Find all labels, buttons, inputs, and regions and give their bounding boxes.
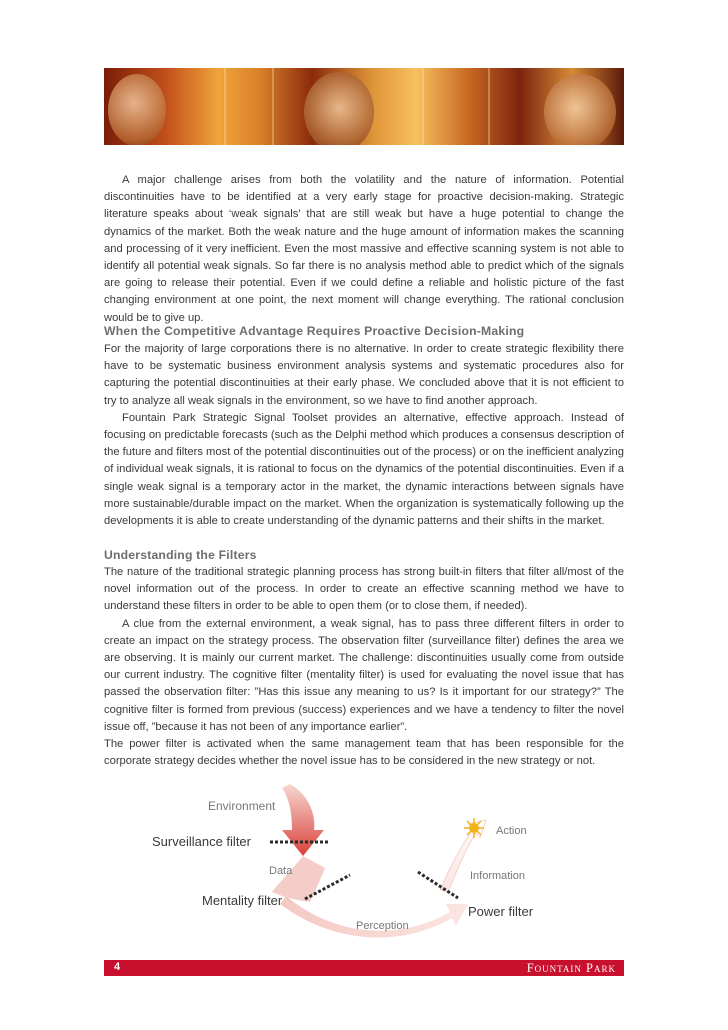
label-perception: Perception [356, 920, 409, 932]
action-star-icon [464, 818, 484, 838]
banner-stripe [488, 68, 490, 145]
page-number: 4 [114, 961, 121, 973]
brand-logo-text: Fountain Park [526, 961, 616, 975]
banner-stripe [422, 68, 424, 145]
label-environment: Environment [208, 799, 276, 813]
environment-arrow [282, 784, 324, 856]
label-surveillance-filter: Surveillance filter [152, 834, 251, 849]
intro-section [104, 172, 624, 327]
competitive-advantage-section [104, 341, 624, 530]
body-paragraph: Fountain Park Strategic Signal Toolset provides an alternative, effective approach. Instead of focusing on predictable forecasts (such as the Delphi method which produces a consensus description of the future and filters most of the potential discontinuities out of the process) or on the inefficient analyzing of individual weak signals, it is rational to focus on the dynamics of the potential discontinuities. Even if a single weak signal is a temporary actor in the market, the dynamic interactions between signals have more sustainable/durable impact on the market. When the organization is systematically following up the developments it is able to create understanding of the dynamic patterns and their shifts in the market. [104, 411, 624, 528]
person-photo-right [544, 74, 616, 145]
body-paragraph: A clue from the external environment, a weak signal, has to pass three different filters in order to create an impact on the strategy process. The observation filter (surveillance filter) defines the area we are observing. It is mainly our current market. The challenge: discontinuities usually come from outside our current industry. The cognitive filter (mentality filter) is used for evaluating the novel issue that has passed the observation filter: ”Has this issue any meaning to us? Is it important for our strategy?” The cognitive filter is formed from previous (success) experiences and we have a tendency to filter the novel issue off, ”because it has not been of any importance earlier”. [104, 617, 624, 733]
label-action: Action [496, 825, 527, 837]
section-heading-understanding-filters: Understanding the Filters [104, 548, 257, 562]
body-paragraph: For the majority of large corporations there is no alternative. In order to create strategic flexibility there have to be systematic business environment analysis systems and systematic procedures also for capturing the potential discontinuities at their early phase. We concluded above that it is not efficient to try to analyze all weak signals in the environment, so we have to find another approach. [104, 343, 624, 407]
footer-bar [104, 960, 624, 976]
filter-diagram [140, 780, 580, 945]
body-paragraph: The power filter is activated when the same management team that has been responsible for the corporate strategy decides whether the novel issue has to be considered in the new strategy or not. [104, 738, 624, 768]
person-photo-center [304, 72, 374, 145]
body-paragraph: The nature of the traditional strategic planning process has strong built-in filters that filter all/most of the novel information out of the process. In order to create an effective scanning method we have to understand these filters in order to be able to open them (or to close them, if needed). [104, 566, 624, 613]
banner-stripe [224, 68, 226, 145]
person-photo-left [108, 74, 166, 145]
label-power-filter: Power filter [468, 904, 534, 919]
intro-paragraph: A major challenge arises from both the volatility and the nature of information. Potential discontinuities have to be identified at a very early stage for proactive decision-making. Strategic literature speaks about ‘weak signals’ that are still weak but have a huge potential to change the dynamics of the market. Both the weak nature and the huge amount of information makes the scanning and processing of it very inefficient. Even the most massive and effective scanning system is not able to identify all potential weak signals. So far there is no analysis method able to predict which of the signals are going to release their potential. Even if we could define a reliable and holistic picture of the fast changing environment at one point, the next moment will change everything. The rational conclusion would be to give up. [104, 174, 624, 324]
label-information: Information [470, 870, 526, 882]
banner-stripe [272, 68, 274, 145]
label-mentality-filter: Mentality filter [202, 893, 283, 908]
filters-section [104, 564, 624, 770]
label-data: Data [269, 865, 293, 877]
header-banner-photo [104, 68, 624, 145]
section-heading-competitive-advantage: When the Competitive Advantage Requires Proactive Decision-Making [104, 324, 525, 338]
